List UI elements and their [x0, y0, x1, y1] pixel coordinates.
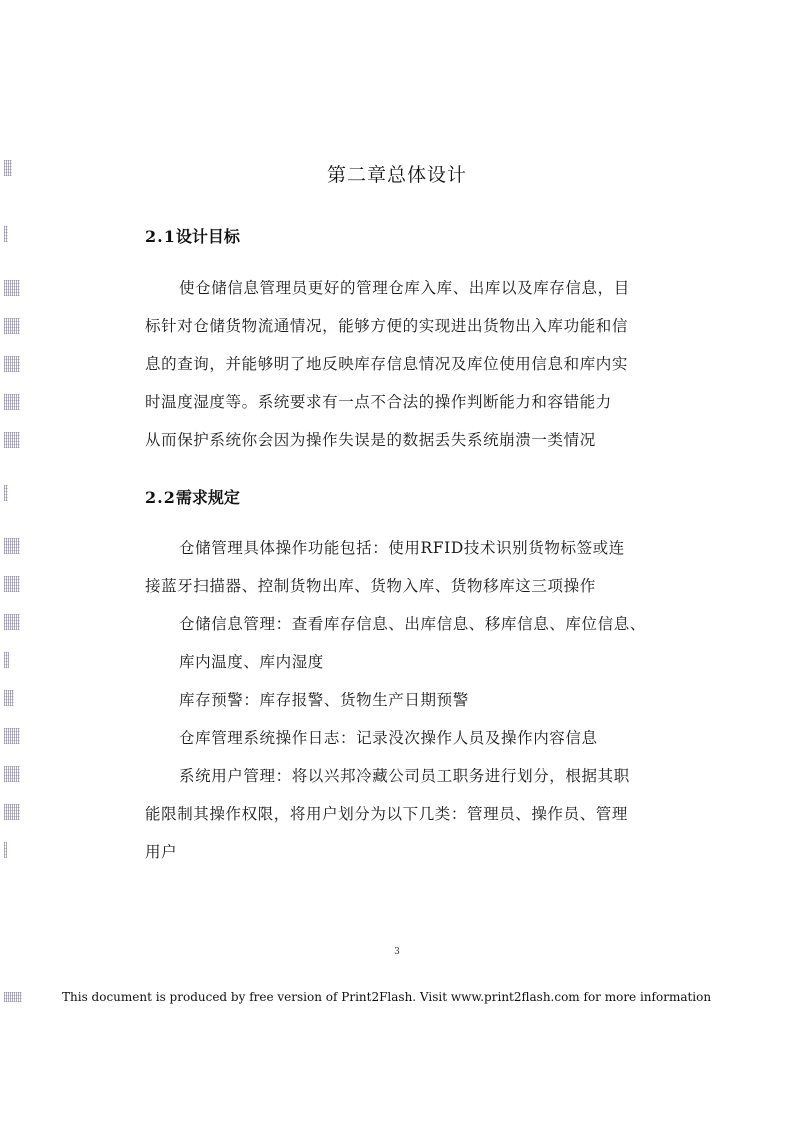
paragraph-line: 能限制其操作权限，将用户划分为以下几类：管理员、操作员、管理 [145, 805, 629, 823]
paragraph-line: 仓储管理具体操作功能包括：使用RFID技术识别货物标签或连 [179, 539, 625, 557]
paragraph-line: 使仓储信息管理员更好的管理仓库入库、出库以及库存信息，目 [179, 279, 630, 297]
paragraph-line: 标针对仓储货物流通情况，能够方便的实现进出货物出入库功能和信 [145, 317, 629, 335]
section-number: 2.1 [145, 227, 176, 246]
paragraph-line: 从而保护系统你会因为操作失误是的数据丢失系统崩溃一类情况 [145, 431, 596, 449]
chapter-title: 第二章总体设计 [326, 164, 467, 186]
margin-artifact [4, 652, 9, 668]
margin-artifact [4, 394, 20, 410]
paragraph-line: 接蓝牙扫描器、控制货物出库、货物入库、货物移库这三项操作 [145, 577, 596, 595]
paragraph-line: 仓储信息管理：查看库存信息、出库信息、移库信息、库位信息、 [179, 615, 646, 633]
paragraph-line: 时温度湿度等。系统要求有一点不合法的操作判断能力和容错能力 [145, 393, 612, 411]
margin-artifact [4, 576, 20, 592]
section-heading-2-1 [145, 224, 240, 247]
margin-artifact [4, 804, 20, 820]
margin-artifact [4, 766, 20, 782]
margin-artifact [4, 356, 20, 372]
margin-artifact [4, 318, 20, 334]
margin-artifact [4, 614, 20, 630]
paragraph-line: 用户 [145, 843, 178, 861]
margin-artifact [4, 842, 7, 858]
margin-artifact [4, 280, 20, 296]
paragraph-line: 息的查询，并能够明了地反映库存信息情况及库位使用信息和库内实 [145, 355, 629, 373]
margin-artifact [4, 485, 8, 501]
margin-artifact [4, 432, 20, 448]
margin-artifact [4, 992, 22, 1002]
paragraph-line: 系统用户管理：将以兴邦冷藏公司员工职务进行划分，根据其职 [179, 767, 630, 785]
section-title: 设计目标 [175, 227, 240, 246]
margin-artifact [4, 538, 20, 554]
page-number: 3 [394, 947, 400, 957]
paragraph-line: 仓库管理系统操作日志：记录没次操作人员及操作内容信息 [179, 729, 598, 747]
section-title: 需求规定 [175, 488, 240, 507]
margin-artifact [4, 728, 20, 744]
section-heading-2-2 [145, 485, 240, 508]
footer-notice: This document is produced by free version of Print2Flash. Visit www.print2flash.com for more information [62, 990, 712, 1004]
paragraph-line: 库存预警：库存报警、货物生产日期预警 [179, 691, 469, 709]
margin-artifact [4, 226, 8, 242]
margin-artifact [4, 690, 14, 706]
section-number: 2.2 [145, 488, 176, 507]
paragraph-line: 库内温度、库内湿度 [179, 653, 324, 671]
